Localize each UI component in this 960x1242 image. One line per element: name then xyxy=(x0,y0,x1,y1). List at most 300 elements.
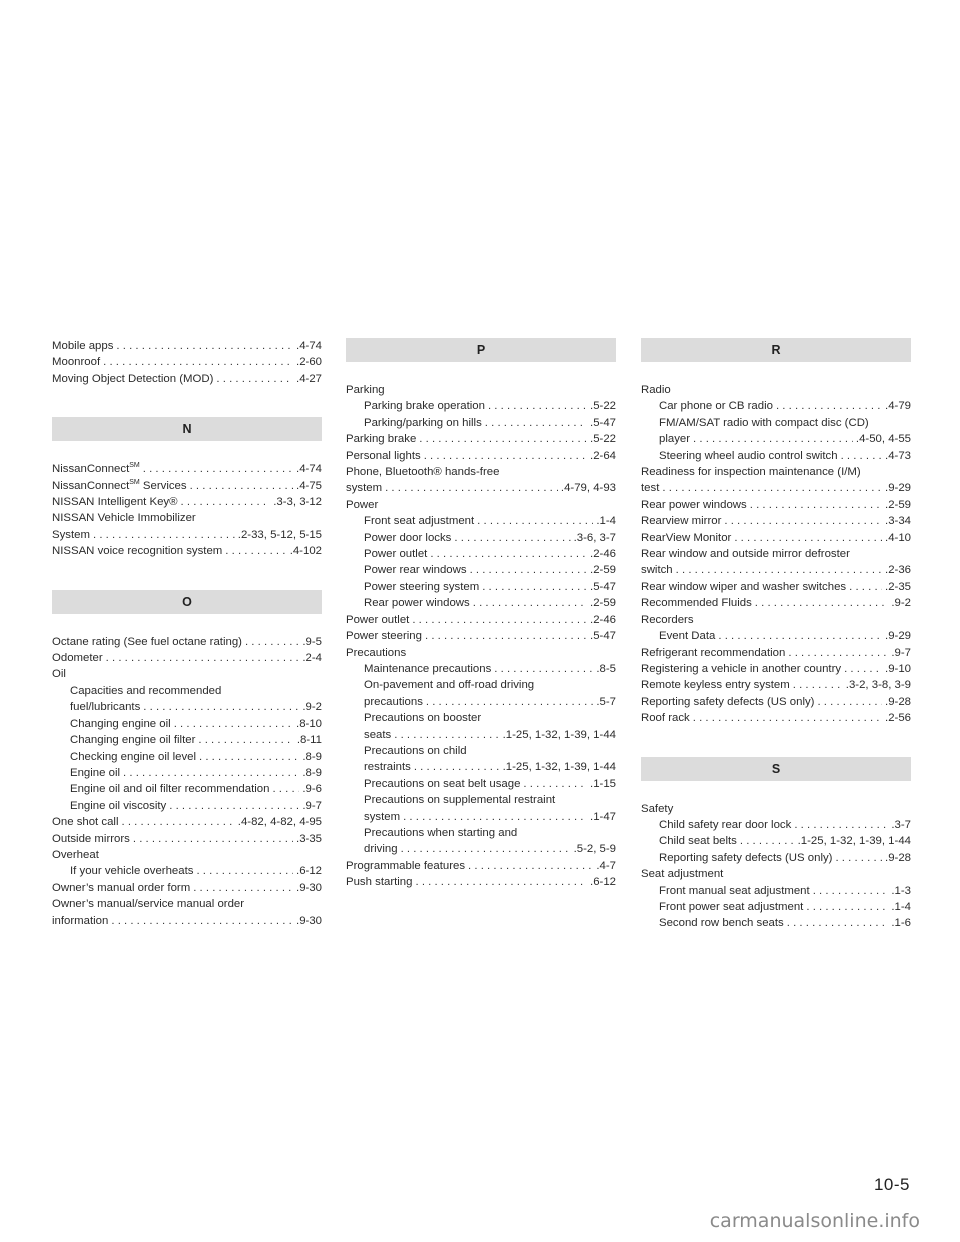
entry-page-ref: .8-5 xyxy=(596,662,616,675)
index-entry[interactable] xyxy=(346,694,616,710)
index-entry[interactable] xyxy=(641,579,911,595)
entry-title: Odometer xyxy=(52,652,103,665)
entry-title: Maintenance precautions xyxy=(364,662,492,675)
entry-title: Power outlet xyxy=(364,548,428,561)
index-heading: Recorders xyxy=(641,613,694,626)
index-entry[interactable] xyxy=(346,480,616,496)
leader-dots xyxy=(394,727,499,743)
entry-page-ref: .1-25, 1-32, 1-39, 1-44 xyxy=(502,728,616,741)
leader-dots xyxy=(424,448,587,464)
entry-title: Second row bench seats xyxy=(659,917,784,930)
entry-title: system xyxy=(364,810,401,823)
entry-page-ref: .2-59 xyxy=(885,498,911,511)
index-entry[interactable] xyxy=(641,710,911,726)
index-entry[interactable] xyxy=(641,497,911,513)
index-entry[interactable] xyxy=(346,727,616,743)
index-entry[interactable] xyxy=(641,562,911,578)
entry-title: Push starting xyxy=(346,876,413,889)
entry-page-ref: .9-5 xyxy=(302,635,322,648)
leader-dots xyxy=(174,716,293,732)
entry-title: Engine oil viscosity xyxy=(70,799,167,812)
index-heading: Owner’s manual/service manual order xyxy=(52,898,245,911)
entry-page-ref: .5-22 xyxy=(590,400,616,413)
leader-dots xyxy=(844,661,882,677)
entry-page-ref: .2-46 xyxy=(590,548,616,561)
leader-dots xyxy=(426,694,593,710)
leader-dots xyxy=(482,579,587,595)
entry-page-ref: .4-79 xyxy=(885,400,911,413)
entry-page-ref: .9-2 xyxy=(891,597,911,610)
entry-page-ref: .5-47 xyxy=(590,630,616,643)
entry-page-ref: .5-47 xyxy=(590,416,616,429)
entry-page-ref: .9-29 xyxy=(885,482,911,495)
entry-title: Octane rating (See fuel octane rating) xyxy=(52,635,242,648)
leader-dots xyxy=(425,628,587,644)
index-entry[interactable] xyxy=(346,546,616,562)
entry-title: Owner’s manual order form xyxy=(52,881,191,894)
index-column-3 xyxy=(641,338,911,962)
entry-page-ref: .8-9 xyxy=(302,750,322,763)
leader-dots xyxy=(199,749,299,765)
leader-dots xyxy=(196,863,293,879)
index-entry[interactable] xyxy=(346,809,616,825)
index-entry[interactable] xyxy=(52,814,322,830)
watermark: carmanualsonline.info xyxy=(709,1210,920,1232)
index-entry[interactable] xyxy=(346,628,616,644)
entry-title: player xyxy=(659,433,691,446)
letter-header: R xyxy=(641,338,911,362)
leader-dots xyxy=(776,398,882,414)
leader-dots xyxy=(181,494,271,510)
index-entry[interactable] xyxy=(641,694,911,710)
leader-dots xyxy=(724,513,882,529)
entry-page-ref: .4-82, 4-82, 4-95 xyxy=(237,816,322,829)
entry-title: driving xyxy=(364,843,398,856)
leader-dots xyxy=(806,899,888,915)
index-entry[interactable] xyxy=(52,354,322,370)
index-heading: On-pavement and off-road driving xyxy=(364,679,535,692)
leader-dots xyxy=(813,883,889,899)
entry-page-ref: .1-47 xyxy=(590,810,616,823)
entry-title: Rear power windows xyxy=(364,597,470,610)
index-heading: Radio xyxy=(641,384,671,396)
entry-title: Changing engine oil filter xyxy=(70,734,196,747)
entry-title: Programmable features xyxy=(346,859,466,872)
entry-title: Reporting safety defects (US only) xyxy=(641,695,815,708)
entry-title: Power outlet xyxy=(346,613,410,626)
leader-dots xyxy=(216,371,293,387)
index-entry[interactable] xyxy=(641,833,911,849)
leader-dots xyxy=(676,562,882,578)
entry-page-ref: .6-12 xyxy=(296,865,322,878)
leader-dots xyxy=(473,595,587,611)
entry-title: Power steering system xyxy=(364,580,480,593)
index-entry[interactable] xyxy=(52,699,322,715)
leader-dots xyxy=(103,354,293,370)
entry-page-ref: .3-35 xyxy=(296,832,322,845)
index-entry[interactable] xyxy=(641,883,911,899)
entry-page-ref: .1-15 xyxy=(590,777,616,790)
entry-title: seats xyxy=(364,728,392,741)
index-entry[interactable] xyxy=(641,431,911,447)
entry-title: Car phone or CB radio xyxy=(659,400,773,413)
entry-title: Roof rack xyxy=(641,712,690,725)
index-entry[interactable] xyxy=(346,448,616,464)
entry-title: Mobile apps xyxy=(52,340,114,352)
entry-page-ref: .4-102 xyxy=(289,545,322,558)
leader-dots xyxy=(787,915,889,931)
index-entry[interactable] xyxy=(641,398,911,414)
index-entry[interactable] xyxy=(52,913,322,929)
leader-dots xyxy=(835,850,882,866)
index-entry[interactable] xyxy=(641,513,911,529)
entry-title: Outside mirrors xyxy=(52,832,130,845)
entry-page-ref: .2-56 xyxy=(885,712,911,725)
leader-dots xyxy=(169,798,299,814)
entry-page-ref: .3-6, 3-7 xyxy=(573,531,616,544)
letter-header: N xyxy=(52,417,322,441)
entry-title: Rear window wiper and washer switches xyxy=(641,580,847,593)
leader-dots xyxy=(272,781,299,797)
entry-page-ref: .9-10 xyxy=(885,662,911,675)
index-entry[interactable] xyxy=(346,579,616,595)
entry-page-ref: .9-30 xyxy=(296,914,322,927)
leader-dots xyxy=(106,650,300,666)
index-block xyxy=(52,417,322,559)
leader-dots xyxy=(430,546,587,562)
leader-dots xyxy=(133,831,293,847)
index-entry[interactable] xyxy=(346,562,616,578)
entry-title: Moving Object Detection (MOD) xyxy=(52,372,214,385)
entry-title: fuel/lubricants xyxy=(70,701,141,714)
leader-dots xyxy=(225,543,286,559)
leader-dots xyxy=(718,628,882,644)
entry-page-ref: .4-27 xyxy=(296,372,322,385)
entry-page-ref: .4-7 xyxy=(596,859,616,872)
index-heading: Overheat xyxy=(52,848,99,861)
leader-dots xyxy=(415,874,587,890)
index-entry[interactable] xyxy=(641,448,911,464)
entry-title: test xyxy=(641,482,660,495)
entry-title: Recommended Fluids xyxy=(641,597,752,610)
leader-dots xyxy=(794,817,888,833)
leader-dots xyxy=(412,612,587,628)
leader-dots xyxy=(693,431,853,447)
entry-title: NissanConnect℠ xyxy=(52,462,140,476)
leader-dots xyxy=(734,530,882,546)
entry-title: information xyxy=(52,914,109,927)
entry-page-ref: .1-4 xyxy=(891,900,911,913)
entry-title: Refrigerant recommendation xyxy=(641,646,786,659)
index-entry[interactable] xyxy=(346,431,616,447)
entry-title: Parking brake operation xyxy=(364,400,485,413)
leader-dots xyxy=(116,338,293,354)
leader-dots xyxy=(470,562,587,578)
index-entry[interactable] xyxy=(641,661,911,677)
index-entry[interactable] xyxy=(52,863,322,879)
index-entry[interactable] xyxy=(641,817,911,833)
entry-page-ref: .4-73 xyxy=(885,449,911,462)
entry-title: NISSAN Intelligent Key® xyxy=(52,496,178,509)
entry-title: Front power seat adjustment xyxy=(659,900,804,913)
index-entry[interactable] xyxy=(346,415,616,431)
index-entry[interactable] xyxy=(641,530,911,546)
leader-dots xyxy=(788,645,888,661)
entry-page-ref: .2-35 xyxy=(885,580,911,593)
entry-title: Steering wheel audio control switch xyxy=(659,449,838,462)
index-entry[interactable] xyxy=(346,530,616,546)
leader-dots xyxy=(385,480,558,496)
index-entry[interactable] xyxy=(52,781,322,797)
entry-page-ref: .3-7 xyxy=(891,818,911,831)
entry-page-ref: .9-2 xyxy=(302,701,322,714)
entry-title: precautions xyxy=(364,695,423,708)
index-heading: NISSAN Vehicle Immobilizer xyxy=(52,512,196,525)
leader-dots xyxy=(693,710,882,726)
entry-page-ref: .2-36 xyxy=(885,564,911,577)
entry-title: Moonroof xyxy=(52,356,101,369)
entry-title: Changing engine oil xyxy=(70,717,171,730)
entry-page-ref: .4-10 xyxy=(885,531,911,544)
leader-dots xyxy=(401,841,571,857)
entry-page-ref: .5-7 xyxy=(596,695,616,708)
letter-header: P xyxy=(346,338,616,362)
index-entry[interactable] xyxy=(346,874,616,890)
entry-page-ref: .4-75 xyxy=(296,479,322,492)
entry-title: Power steering xyxy=(346,630,422,643)
entry-page-ref: .9-7 xyxy=(302,799,322,812)
entry-title: Registering a vehicle in another country xyxy=(641,662,842,675)
entry-page-ref: .4-50, 4-55 xyxy=(855,433,911,446)
entry-title: Personal lights xyxy=(346,449,421,462)
entry-title: System xyxy=(52,528,90,541)
entry-page-ref: .8-9 xyxy=(302,766,322,779)
entry-page-ref: .2-33, 5-12, 5-15 xyxy=(237,528,322,541)
entry-page-ref: .9-29 xyxy=(885,630,911,643)
entry-page-ref: .4-79, 4-93 xyxy=(560,482,616,495)
index-heading: Parking xyxy=(346,384,385,396)
entry-page-ref: .9-30 xyxy=(296,881,322,894)
letter-header: S xyxy=(641,757,911,781)
index-entry[interactable] xyxy=(346,513,616,529)
index-entry[interactable] xyxy=(641,677,911,693)
leader-dots xyxy=(793,677,843,693)
entry-title: Rearview mirror xyxy=(641,515,722,528)
leader-dots xyxy=(93,527,235,543)
leader-dots xyxy=(121,814,234,830)
leader-dots xyxy=(123,765,299,781)
index-entry[interactable] xyxy=(346,612,616,628)
index-entry[interactable] xyxy=(346,841,616,857)
entry-title: system xyxy=(346,482,383,495)
entry-title: Engine oil xyxy=(70,766,121,779)
entry-page-ref: .8-10 xyxy=(296,717,322,730)
index-heading: Safety xyxy=(641,802,674,815)
index-entry[interactable] xyxy=(52,371,322,387)
index-heading: Precautions on supplemental restraint xyxy=(364,794,556,807)
index-heading: Precautions xyxy=(346,646,407,659)
index-entry[interactable] xyxy=(52,749,322,765)
leader-dots xyxy=(198,732,293,748)
leader-dots xyxy=(468,858,593,874)
entry-title: One shot call xyxy=(52,816,119,829)
index-heading: Seat adjustment xyxy=(641,868,724,881)
index-column-1 xyxy=(52,338,322,959)
entry-page-ref: .3-34 xyxy=(885,515,911,528)
index-entry[interactable] xyxy=(52,543,322,559)
entry-title: NISSAN voice recognition system xyxy=(52,545,223,558)
entry-title: Precautions on seat belt usage xyxy=(364,777,521,790)
entry-page-ref: .1-25, 1-32, 1-39, 1-44 xyxy=(502,761,616,774)
index-column-2 xyxy=(346,338,616,921)
index-entry[interactable] xyxy=(52,461,322,477)
leader-dots xyxy=(245,634,299,650)
index-entry[interactable] xyxy=(641,480,911,496)
entry-page-ref: .3-2, 3-8, 3-9 xyxy=(845,679,911,692)
index-block xyxy=(641,338,911,727)
index-entry[interactable] xyxy=(52,634,322,650)
index-entry[interactable] xyxy=(52,338,322,354)
entry-page-ref: .5-2, 5-9 xyxy=(573,843,616,856)
entry-title: Parking brake xyxy=(346,433,417,446)
index-entry[interactable] xyxy=(346,776,616,792)
entry-title: Rear power windows xyxy=(641,498,747,511)
index-entry[interactable] xyxy=(346,595,616,611)
entry-page-ref: .9-28 xyxy=(885,851,911,864)
entry-title: Parking/parking on hills xyxy=(364,416,482,429)
leader-dots xyxy=(485,415,587,431)
leader-dots xyxy=(523,776,587,792)
entry-page-ref: .2-60 xyxy=(296,356,322,369)
entry-title: Checking engine oil level xyxy=(70,750,197,763)
index-heading: Precautions on booster xyxy=(364,712,482,725)
index-entry[interactable] xyxy=(346,398,616,414)
entry-page-ref: .5-22 xyxy=(590,433,616,446)
leader-dots xyxy=(817,694,882,710)
entry-title: RearView Monitor xyxy=(641,531,732,544)
entry-page-ref: .4-74 xyxy=(296,340,322,352)
entry-page-ref: .2-59 xyxy=(590,597,616,610)
leader-dots xyxy=(755,595,889,611)
entry-page-ref: .3-3, 3-12 xyxy=(273,496,322,509)
leader-dots xyxy=(841,448,882,464)
leader-dots xyxy=(403,809,587,825)
leader-dots xyxy=(414,759,500,775)
index-entry[interactable] xyxy=(346,759,616,775)
leader-dots xyxy=(419,431,587,447)
entry-page-ref: .1-25, 1-32, 1-39, 1-44 xyxy=(797,835,911,848)
index-heading: FM/AM/SAT radio with compact disc (CD) xyxy=(659,416,869,429)
entry-title: Event Data xyxy=(659,630,716,643)
index-heading: Capacities and recommended xyxy=(70,684,222,697)
leader-dots xyxy=(111,913,293,929)
leader-dots xyxy=(494,661,593,677)
index-heading: Rear window and outside mirror defroster xyxy=(641,548,850,561)
entry-page-ref: .9-28 xyxy=(885,695,911,708)
index-entry[interactable] xyxy=(52,880,322,896)
index-block xyxy=(52,338,322,387)
index-entry[interactable] xyxy=(641,645,911,661)
leader-dots xyxy=(143,699,299,715)
index-entry[interactable] xyxy=(641,915,911,931)
entry-title: Child safety rear door lock xyxy=(659,818,792,831)
index-heading: Precautions when starting and xyxy=(364,826,518,839)
entry-title: restraints xyxy=(364,761,411,774)
leader-dots xyxy=(662,480,882,496)
index-block xyxy=(641,757,911,932)
leader-dots xyxy=(488,398,587,414)
page-number: 10-5 xyxy=(873,1175,910,1194)
index-heading: Phone, Bluetooth® hands-free xyxy=(346,466,500,479)
entry-title: Engine oil and oil filter recommendation xyxy=(70,783,270,796)
entry-title: If your vehicle overheats xyxy=(70,865,194,878)
index-entry[interactable] xyxy=(52,831,322,847)
entry-title: Power door locks xyxy=(364,531,452,544)
entry-page-ref: .6-12 xyxy=(590,876,616,889)
index-entry[interactable] xyxy=(52,478,322,494)
index-entry[interactable] xyxy=(52,494,322,510)
leader-dots xyxy=(190,478,293,494)
leader-dots xyxy=(454,530,570,546)
entry-title: switch xyxy=(641,564,673,577)
index-block xyxy=(346,338,616,891)
leader-dots xyxy=(193,880,293,896)
index-entry[interactable] xyxy=(52,732,322,748)
entry-page-ref: .9-7 xyxy=(891,646,911,659)
entry-page-ref: .8-11 xyxy=(296,734,322,747)
index-block xyxy=(52,590,322,929)
entry-title: Power rear windows xyxy=(364,564,467,577)
index-entry[interactable] xyxy=(641,628,911,644)
entry-title: Front manual seat adjustment xyxy=(659,884,810,897)
entry-page-ref: .1-4 xyxy=(596,515,616,528)
index-entry[interactable] xyxy=(52,650,322,666)
index-entry[interactable] xyxy=(641,850,911,866)
entry-page-ref: .2-46 xyxy=(590,613,616,626)
leader-dots xyxy=(143,461,293,477)
index-heading: Readiness for inspection maintenance (I/M) xyxy=(641,466,861,479)
index-entry[interactable] xyxy=(52,716,322,732)
entry-title: Child seat belts xyxy=(659,835,737,848)
index-entry[interactable] xyxy=(52,765,322,781)
letter-header: O xyxy=(52,590,322,614)
leader-dots xyxy=(477,513,593,529)
index-heading: Power xyxy=(346,498,379,511)
index-entry[interactable] xyxy=(346,858,616,874)
entry-title: Front seat adjustment xyxy=(364,515,475,528)
entry-title: Reporting safety defects (US only) xyxy=(659,851,833,864)
entry-title: NissanConnect℠ Services xyxy=(52,478,187,492)
entry-title: Remote keyless entry system xyxy=(641,679,790,692)
index-entry[interactable] xyxy=(346,661,616,677)
entry-page-ref: .2-4 xyxy=(302,652,322,665)
entry-page-ref: .9-6 xyxy=(302,783,322,796)
entry-page-ref: .5-47 xyxy=(590,580,616,593)
index-entry[interactable] xyxy=(52,527,322,543)
entry-page-ref: .1-6 xyxy=(891,917,911,930)
entry-page-ref: .2-64 xyxy=(590,449,616,462)
index-entry[interactable] xyxy=(641,595,911,611)
leader-dots xyxy=(849,579,882,595)
index-entry[interactable] xyxy=(52,798,322,814)
entry-page-ref: .2-59 xyxy=(590,564,616,577)
leader-dots xyxy=(750,497,882,513)
entry-page-ref: .1-3 xyxy=(891,884,911,897)
index-entry[interactable] xyxy=(641,899,911,915)
entry-page-ref: .4-74 xyxy=(296,463,322,476)
index-heading: Precautions on child xyxy=(364,744,467,757)
index-heading: Oil xyxy=(52,668,66,681)
